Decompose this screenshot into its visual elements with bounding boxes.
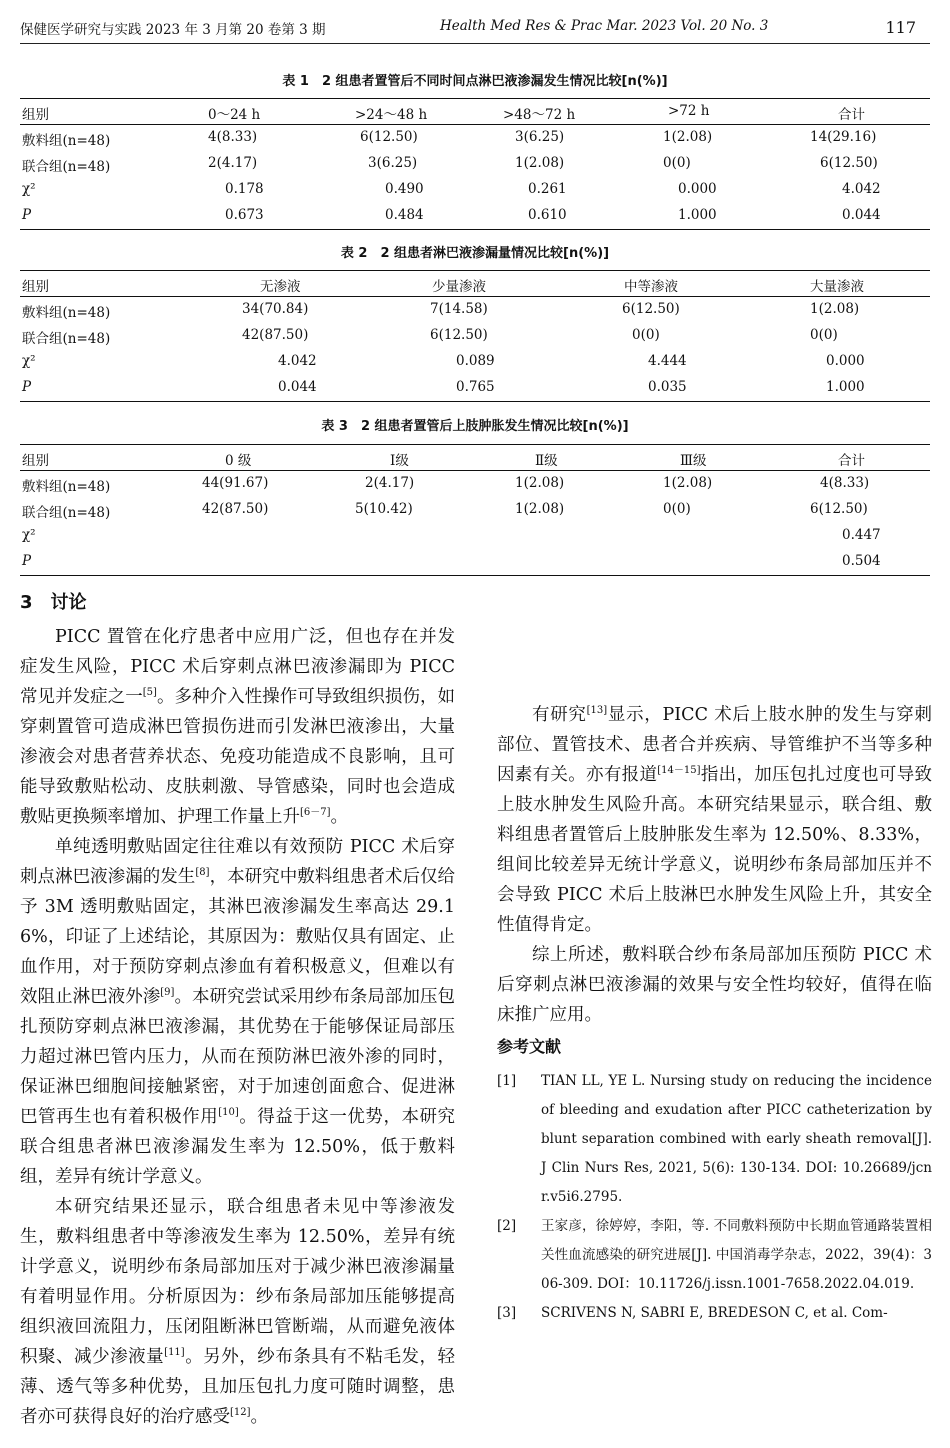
table-header-cell: 中等渗液 [624, 279, 678, 295]
table-cell: 0.484 [385, 207, 424, 223]
table-cell: P [22, 379, 32, 395]
table-cell: 3(6.25) [515, 129, 565, 145]
table-header-cell: 合计 [838, 107, 865, 123]
table-2-caption: 表 2 2 组患者淋巴液渗漏量情况比较[n(%)] [340, 246, 610, 261]
table-cell: 34(70.84) [242, 301, 309, 317]
table-cell: 0.610 [528, 207, 567, 223]
table-header-cell: >24～48 h [355, 107, 428, 123]
table-cell: 6(12.50) [360, 129, 418, 145]
table-cell: 0.178 [225, 181, 264, 197]
table-header-row [20, 445, 930, 471]
table-cell: 0.490 [385, 181, 424, 197]
table-cell: 7(14.58) [430, 301, 488, 317]
table-cell: P [22, 207, 32, 223]
table-cell: 42(87.50) [242, 327, 309, 343]
table-cell: 2(4.17) [365, 475, 415, 491]
table-cell: 0.447 [842, 527, 881, 543]
table-row [20, 349, 930, 375]
table-cell: 42(87.50) [202, 501, 269, 517]
citation: [5] [142, 687, 157, 699]
table-cell: χ² [22, 181, 36, 197]
citation: [8] [195, 867, 210, 879]
citation: [14－15] [657, 765, 701, 777]
table-cell: 1.000 [678, 207, 717, 223]
table-header-cell: Ⅲ级 [680, 453, 707, 469]
table-cell: 1(2.08) [810, 301, 860, 317]
table-cell: 敷料组(n=48) [22, 133, 111, 149]
section-heading: 3 讨论 [20, 592, 87, 613]
table-cell: 0(0) [663, 155, 691, 171]
table-cell: 0.504 [842, 553, 881, 569]
table-1 [20, 98, 930, 230]
table-cell: 1(2.08) [515, 501, 565, 517]
table-cell: 0(0) [810, 327, 838, 343]
reference-item: [3] SCRIVENS N, SABRI E, BREDESON C, et al. Com- [497, 1299, 932, 1328]
journal-name-en: Health Med Res & Prac Mar. 2023 Vol. 20 No. 3 [440, 18, 769, 34]
table-header-cell: >72 h [668, 103, 710, 119]
table-header-cell: Ⅱ级 [535, 453, 558, 469]
table-cell: 1(2.08) [663, 475, 713, 491]
table-header-cell: 合计 [838, 453, 865, 469]
table-cell: 联合组(n=48) [22, 331, 111, 347]
citation: [12] [230, 1407, 251, 1419]
table-header-cell: 组别 [22, 279, 49, 295]
table-header-row [20, 99, 930, 125]
table-cell: 14(29.16) [810, 129, 877, 145]
table-3 [20, 444, 930, 576]
table-cell: P [22, 553, 32, 569]
reference-item: [1] TIAN LL, YE L. Nursing study on reducing the incidence of bleeding and exudation after PICC catheterization by blunt separation combined with early sheath removal[J]. J Clin Nurs Res, 2021, 5(6): 130-134. DOI: 10.26689/jcnr.v5i6.2795. [497, 1067, 932, 1212]
table-3-caption: 表 3 2 组患者置管后上肢肿胀发生情况比较[n(%)] [321, 419, 629, 434]
table-cell: 1(2.08) [515, 155, 565, 171]
citation: [10] [218, 1107, 239, 1119]
table-cell: 1.000 [826, 379, 865, 395]
table-row [20, 297, 930, 323]
table-cell: 0(0) [663, 501, 691, 517]
journal-name: 保健医学研究与实践 2023 年 3 月第 20 卷第 3 期 [20, 22, 326, 38]
table-1-caption: 表 1 2 组患者置管后不同时间点淋巴液渗漏发生情况比较[n(%)] [282, 74, 668, 89]
table-cell: 4(8.33) [820, 475, 870, 491]
table-cell: 0.000 [826, 353, 865, 369]
table-cell: 4(8.33) [208, 129, 258, 145]
table-header-cell: 少量渗液 [432, 279, 486, 295]
table-cell: 6(12.50) [430, 327, 488, 343]
table-header-cell: 组别 [22, 453, 49, 469]
table-cell: 敷料组(n=48) [22, 479, 111, 495]
reference-number: [2] [497, 1218, 517, 1234]
reference-item: [2] 王家彦，徐婷婷，李阳，等. 不同敷料预防中长期血管通路装置相关性血流感染的研究进展[J]. 中国消毒学杂志，2022，39(4)：306-309. DOI：10.11726/j.issn.1001-7658.2022.04.019. [497, 1212, 932, 1299]
table-cell: 0.765 [456, 379, 495, 395]
table-cell: 1(2.08) [663, 129, 713, 145]
table-cell: 4.042 [278, 353, 317, 369]
table-cell: 0.044 [278, 379, 317, 395]
table-cell: 0.035 [648, 379, 687, 395]
table-header-cell: 组别 [22, 107, 49, 123]
paragraph: 本研究结果还显示，联合组患者未见中等渗液发生，敷料组患者中等渗液发生率为 12.50%，差异有统计学意义，说明纱布条局部加压对于减少淋巴液渗漏量有着明显作用。分析原因为：纱布条局部加压能够提高组织液回流阻力，压闭阻断淋巴管断端，从而避免液体积聚、减少渗液量[11]。另外，纱布条具有不粘毛发，轻薄、透气等多种优势，且加压包扎力度可随时调整，患者亦可获得良好的治疗感受[12]。 [20, 1197, 456, 1427]
table-row [20, 497, 930, 523]
table-row [20, 375, 930, 401]
paragraph: PICC 置管在化疗患者中应用广泛，但也存在并发症发生风险，PICC 术后穿刺点淋巴液渗漏即为 PICC 常见并发症之一[5]。多种介入性操作可导致组织损伤，如穿刺置管可造成淋巴管损伤进而引发淋巴液渗出，大量渗液会对患者营养状态、免疫功能造成不良影响，且可能导致敷贴松动、皮肤刺激、导管感染，同时也会造成敷贴更换频率增加、护理工作量上升[6－7]。 [20, 627, 456, 827]
table-header-cell: 0 级 [225, 453, 252, 469]
paragraph: 有研究[13]显示，PICC 术后上肢水肿的发生与穿刺部位、置管技术、患者合并疾病、导管维护不当等多种因素有关。亦有报道[14－15]指出，加压包扎过度也可导致上肢水肿发生风险升高。本研究结果显示，联合组、敷料组患者置管后上肢肿胀发生率为 12.50%、8.33%，组间比较差异无统计学意义，说明纱布条局部加压并不会导致 PICC 术后上肢淋巴水肿发生风险上升，其安全性值得肯定。 [497, 705, 933, 935]
table-header-row [20, 271, 930, 297]
table-row [20, 549, 930, 575]
table-row [20, 151, 930, 177]
table-header-cell: 大量渗液 [810, 279, 864, 295]
table-header-cell: 无渗液 [260, 279, 301, 295]
table-row [20, 523, 930, 549]
citation: [6－7] [300, 807, 331, 819]
citation: [9] [160, 987, 175, 999]
table-cell: 0.673 [225, 207, 264, 223]
table-cell: 3(6.25) [368, 155, 418, 171]
table-cell: χ² [22, 527, 36, 543]
table-cell: 联合组(n=48) [22, 159, 111, 175]
paragraph: 单纯透明敷贴固定往往难以有效预防 PICC 术后穿刺点淋巴液渗漏的发生[8]，本研究中敷料组患者术后仅给予 3M 透明敷贴固定，其淋巴液渗漏发生率高达 29.16%，印证了上述结论，其原因为：敷贴仅具有固定、止血作用，对于预防穿刺点渗血有着积极意义，但难以有效阻止淋巴液外渗[9]。本研究尝试采用纱布条局部加压包扎预防穿刺点淋巴液渗漏，其优势在于能够保证局部压力超过淋巴管内压力，从而在预防淋巴液外渗的同时，保证淋巴细胞间接触紧密，对于加速创面愈合、促进淋巴管再生也有着积极作用[10]。得益于这一优势，本研究联合组患者淋巴液渗漏发生率为 12.50%，低于敷料组，差异有统计学意义。 [20, 837, 456, 1187]
paragraph: 综上所述，敷料联合纱布条局部加压预防 PICC 术后穿刺点淋巴液渗漏的效果与安全性均较好，值得在临床推广应用。 [497, 945, 932, 1025]
table-row [20, 177, 930, 203]
table-header-cell: >48～72 h [503, 107, 576, 123]
table-header-cell: 0～24 h [208, 107, 261, 123]
table-cell: 联合组(n=48) [22, 505, 111, 521]
table-cell: 2(4.17) [208, 155, 258, 171]
table-cell: 敷料组(n=48) [22, 305, 111, 321]
citation: [11] [164, 1347, 185, 1359]
table-2 [20, 270, 930, 402]
table-cell: 5(10.42) [355, 501, 413, 517]
table-cell: 0.261 [528, 181, 567, 197]
table-row [20, 125, 930, 151]
table-cell: 0.044 [842, 207, 881, 223]
citation: [13] [586, 705, 608, 717]
table-row [20, 203, 930, 229]
table-row [20, 323, 930, 349]
table-cell: χ² [22, 353, 36, 369]
table-cell: 4.444 [648, 353, 687, 369]
table-row [20, 471, 930, 497]
table-cell: 0.089 [456, 353, 495, 369]
table-cell: 44(91.67) [202, 475, 269, 491]
left-column [20, 588, 455, 1432]
table-cell: 6(12.50) [622, 301, 680, 317]
running-header [20, 14, 930, 44]
table-cell: 4.042 [842, 181, 881, 197]
table-header-cell: Ⅰ级 [390, 453, 409, 469]
table-cell: 6(12.50) [820, 155, 878, 171]
references-heading: 参考文献 [497, 1037, 562, 1056]
table-cell: 0.000 [678, 181, 717, 197]
right-column [497, 700, 932, 1328]
table-cell: 0(0) [632, 327, 660, 343]
reference-number: [3] [497, 1305, 517, 1321]
table-cell: 1(2.08) [515, 475, 565, 491]
reference-number: [1] [497, 1073, 517, 1089]
page-number: 117 [885, 18, 916, 37]
table-cell: 6(12.50) [810, 501, 868, 517]
